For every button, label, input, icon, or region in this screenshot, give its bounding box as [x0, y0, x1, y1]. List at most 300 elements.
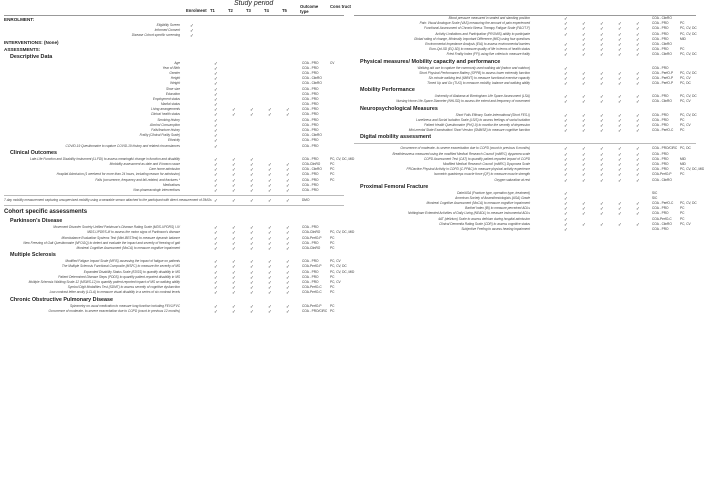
check-icon: ✓ [618, 117, 622, 123]
check-icon: ✓ [232, 167, 236, 173]
outcome-type: COA - PRO [652, 156, 669, 161]
check-icon: ✓ [564, 161, 568, 167]
column-header: Enrolment [186, 8, 207, 13]
check-icon: ✓ [582, 161, 586, 167]
check-icon: ✓ [636, 41, 640, 47]
check-icon: ✓ [214, 225, 218, 231]
check-icon: ✓ [582, 151, 586, 157]
row-label: Microbalance Evaluation Systems Test (Mini-BESTest) to measure dynamic balance [61, 235, 180, 240]
check-icon: ✓ [618, 123, 622, 128]
row-label: Modified Fatigue Impact Scale (MFIS) assessing the impact of fatigue on patients [65, 259, 180, 264]
check-icon: ✓ [268, 225, 272, 231]
check-icon: ✓ [232, 269, 236, 275]
check-icon: ✓ [232, 172, 236, 178]
construct: PC, CV, DC [330, 264, 347, 269]
table-row [4, 198, 344, 203]
construct: PC, CV, DC [680, 94, 697, 99]
outcome-type: COA - ClinRO [652, 99, 672, 104]
check-icon: ✓ [214, 117, 218, 123]
check-icon: ✓ [214, 81, 218, 87]
check-icon: ✓ [600, 36, 604, 42]
check-icon: ✓ [214, 290, 218, 296]
check-icon: ✓ [232, 187, 236, 193]
row-label: Clinical Dementia Rating Scale (CDR) to assess cognitive status [439, 221, 530, 226]
row-label: PROactive Physical Activity in COPD (C-PPAC) to measure physical activity experience [406, 167, 530, 172]
row-label: Hospital Admission (1 weekend for more than 24 hours, including reason for admission) [56, 172, 180, 177]
outcome-type: COA - PRO [302, 86, 319, 91]
outcome-type: COA-PerfO-C [302, 285, 322, 290]
check-icon: ✓ [582, 221, 586, 227]
outcome-type: COA - PRO [652, 112, 669, 117]
construct: PC [330, 235, 335, 240]
check-icon: ✓ [268, 264, 272, 270]
check-icon: ✓ [250, 235, 254, 241]
row-label: Eligibility Screen [156, 23, 180, 27]
check-icon: ✓ [214, 230, 218, 236]
outcome-type: COA - PRO [302, 177, 319, 182]
outcome-type: COA-PerfO-C [652, 216, 672, 221]
construct: PC [330, 285, 335, 290]
check-icon: ✓ [232, 308, 236, 314]
outcome-type: COA - PRO [652, 151, 669, 156]
construct: PC, CV, DC, MID [330, 156, 355, 161]
check-icon: ✓ [636, 177, 640, 183]
check-icon: ✓ [636, 47, 640, 53]
row-label: Patient Health Questionnaire (PHQ-9) to monitor the severity of depression [424, 123, 530, 127]
row-label: Short Physical Performance Battery (SPPB) to assess lower extremity function [419, 70, 530, 75]
row-label: Late-Life Function and Disability Instrument (LLFDI) to assess meaningful change in function and disability [30, 156, 180, 161]
outcome-type: COA - PRO [652, 26, 669, 31]
row-label: Age [174, 60, 180, 65]
check-icon: ✓ [636, 99, 640, 105]
check-icon: ✓ [286, 230, 290, 236]
check-icon: ✓ [268, 259, 272, 265]
outcome-type: COA-PerfO-P [302, 303, 322, 308]
check-icon: ✓ [214, 122, 218, 128]
check-icon: ✓ [600, 128, 604, 134]
section-heading: Descriptive Data [10, 53, 53, 60]
outcome-type: COA - PRO [652, 123, 669, 127]
check-icon: ✓ [214, 107, 218, 113]
row-label: Low-contrast letter acuity (LCLA) to measure visual disability in a series of six contrast levels [49, 290, 180, 295]
check-icon: ✓ [250, 259, 254, 265]
row-label: Weight [170, 81, 180, 86]
check-icon: ✓ [268, 182, 272, 188]
check-icon: ✓ [564, 31, 568, 37]
section-heading: Proximal Femoral Fracture [360, 183, 429, 190]
check-icon: ✓ [618, 146, 622, 152]
check-icon: ✓ [250, 112, 254, 118]
outcome-type: COA - PRO [652, 94, 669, 99]
outcome-type: COA - ClinRO [302, 76, 322, 81]
construct: PC [330, 161, 335, 166]
row-label: Activity Limitations and Participation (PROMIS) ability to participate [435, 31, 530, 36]
check-icon: ✓ [232, 246, 236, 251]
check-icon: ✓ [618, 201, 622, 207]
check-icon: ✓ [582, 81, 586, 87]
section-heading: ASSESSMENTS: [4, 46, 41, 52]
outcome-type: COA - PRO [652, 211, 669, 216]
outcome-type: COA - PRO [302, 112, 319, 117]
row-label: Date/ASA (Fracture type, operation type, treatment) [457, 190, 530, 195]
outcome-type: COA - PRO [302, 91, 319, 96]
check-icon: ✓ [214, 235, 218, 241]
check-icon: ✓ [564, 172, 568, 178]
check-icon: ✓ [618, 151, 622, 157]
section-heading: Multiple Sclerosis [10, 252, 56, 259]
outcome-type: COA-ClinRO [302, 230, 321, 235]
check-icon: ✓ [600, 99, 604, 105]
row-label: Disease Cohort specific screening [131, 33, 180, 38]
check-icon: ✓ [582, 146, 586, 152]
row-label: Timed Up and Go (TUG) to measure mobility, balance and walking ability [427, 81, 530, 86]
row-label: Global rating of change, Minimally Important Difference (MID) using four questions [413, 36, 530, 41]
check-icon: ✓ [600, 201, 604, 207]
check-icon: ✓ [564, 146, 568, 152]
check-icon: ✓ [268, 303, 272, 309]
check-icon: ✓ [636, 21, 640, 27]
row-label: Short Falls Efficacy Scale-International (Short FES-I) [455, 112, 530, 117]
outcome-type: COA - PRO [302, 70, 319, 75]
check-icon: ✓ [636, 52, 640, 58]
outcome-type: SIC [652, 190, 658, 195]
check-icon: ✓ [214, 143, 218, 149]
check-icon: ✓ [250, 308, 254, 314]
outcome-type: COA - PRO [652, 167, 669, 172]
construct: PC, CV, DC, MID [680, 167, 704, 172]
outcome-type: COA - PRO [652, 206, 669, 211]
construct: PC [330, 303, 335, 308]
row-label: Montreal Cognitive Assessment (MoCA) to measure cognitive impairment [76, 246, 180, 250]
check-icon: ✓ [582, 75, 586, 81]
section-heading: INTERVENTIONS: (None) [4, 39, 59, 45]
check-icon: ✓ [214, 308, 218, 314]
check-icon: ✓ [582, 156, 586, 162]
check-icon: ✓ [268, 290, 272, 296]
outcome-type: COA - PRO [302, 65, 319, 70]
check-icon: ✓ [618, 206, 622, 212]
check-icon: ✓ [582, 172, 586, 178]
outcome-type: COA - PRO [302, 138, 319, 143]
left-table [4, 0, 355, 314]
row-label: COVID-19 Questionnaire to capture COVID-19 history and related circumstances [65, 143, 180, 148]
check-icon: ✓ [214, 76, 218, 82]
row-label: New Freezing of Gait Questionnaire (NFOGQ) to detect and evaluate the impact and severity of freezing of gait [23, 240, 180, 245]
check-icon: ✓ [636, 167, 640, 173]
check-icon: ✓ [268, 235, 272, 241]
construct: PC, CV, DC [680, 201, 697, 206]
check-icon: ✓ [600, 52, 604, 58]
section-heading: Neuropsychological Measures [360, 105, 438, 112]
check-icon: ✓ [600, 41, 604, 47]
check-icon: ✓ [582, 94, 586, 100]
construct: PC [330, 240, 335, 245]
check-icon: ✓ [582, 21, 586, 27]
check-icon: ✓ [286, 264, 290, 270]
check-icon: ✓ [564, 65, 568, 71]
check-icon: ✓ [600, 172, 604, 178]
check-icon: ✓ [286, 198, 290, 204]
check-icon: ✓ [286, 308, 290, 314]
check-icon: ✓ [214, 246, 218, 251]
outcome-type: COA - PRO [652, 21, 669, 26]
check-icon: ✓ [582, 201, 586, 207]
outcome-type: COA-PerfO-P [302, 264, 322, 269]
column-header: T1 [210, 8, 215, 13]
row-label: Spirometry on usual medication to measure lung function including FEV1/FVC [69, 303, 180, 308]
check-icon: ✓ [600, 156, 604, 162]
row-label: University of Alabama at Birmingham Life Space Assessment (LSA) [434, 94, 530, 99]
check-icon: ✓ [636, 31, 640, 37]
outcome-type: COA - PRO [302, 96, 319, 101]
column-header: T4 [264, 8, 269, 13]
outcome-type: COA-PerfO-C [302, 290, 322, 295]
check-icon: ✓ [582, 26, 586, 32]
divider [354, 143, 696, 144]
construct: PC [680, 21, 685, 26]
check-icon: ✓ [564, 221, 568, 227]
construct: PC, CV, DC, MID [330, 230, 355, 235]
check-icon: ✓ [286, 235, 290, 241]
outcome-type: COA - PRO [302, 122, 319, 127]
check-icon: ✓ [636, 211, 640, 217]
check-icon: ✓ [214, 269, 218, 275]
row-label: 7-day mobility measurement capturing unsupervised mobility using a wearable sensor attached to the participant with direct measurement of DMOs [4, 198, 212, 203]
construct: PC, CV [680, 99, 691, 104]
check-icon: ✓ [618, 221, 622, 227]
check-icon: ✓ [214, 102, 218, 108]
row-label: Blood pressure measured in seated and standing position [448, 16, 530, 20]
check-icon: ✓ [232, 274, 236, 280]
outcome-type: COA - PRO [652, 161, 669, 166]
check-icon: ✓ [232, 182, 236, 188]
check-icon: ✓ [250, 198, 254, 204]
check-icon: ✓ [232, 225, 236, 231]
check-icon: ✓ [214, 128, 218, 133]
row-label: Movement Disorder Society Unified Parkinson's Disease Rating Scale (MDS-UPDRS) I-IV [53, 225, 180, 230]
outcome-type: COA - PerfO-P [652, 81, 674, 86]
check-icon: ✓ [250, 274, 254, 280]
check-icon: ✓ [636, 36, 640, 42]
construct: PC [680, 117, 685, 122]
check-icon: ✓ [582, 52, 586, 58]
check-icon: ✓ [232, 230, 236, 236]
check-icon: ✓ [250, 285, 254, 291]
check-icon: ✓ [250, 167, 254, 173]
check-icon: ✓ [268, 230, 272, 236]
check-icon: ✓ [564, 227, 568, 232]
row-label: Falls/fracture history [151, 128, 180, 132]
outcome-type: COA - PRO [302, 102, 319, 107]
construct: PC, CV, DC [680, 26, 697, 31]
outcome-type: COA - PRO [302, 274, 319, 279]
check-icon: ✓ [582, 206, 586, 212]
table-row [354, 81, 696, 86]
check-icon: ✓ [268, 285, 272, 291]
row-label: 4AT (delirium) Scale to assess delirium during hospital admission [438, 216, 530, 221]
construct: PC [330, 290, 335, 295]
check-icon: ✓ [618, 47, 622, 53]
check-icon: ✓ [286, 161, 290, 167]
table-row [354, 99, 696, 104]
check-icon: ✓ [232, 156, 236, 162]
check-icon: ✓ [618, 41, 622, 47]
construct: PC, DC [680, 81, 691, 86]
check-icon: ✓ [250, 107, 254, 113]
check-icon: ✓ [286, 167, 290, 173]
construct: CV [330, 60, 335, 65]
row-label: Frailty (Clinical Frailty Scale) [139, 133, 180, 138]
check-icon: ✓ [636, 206, 640, 212]
check-icon: ✓ [564, 75, 568, 81]
outcome-type: COA - PRO [302, 279, 319, 284]
check-icon: ✓ [214, 303, 218, 309]
row-label: Symbol Digit Modalities Test (SDMT) to assess severity of cognitive dysfunction [67, 285, 180, 290]
check-icon: ✓ [250, 187, 254, 193]
check-icon: ✓ [214, 274, 218, 280]
check-icon: ✓ [600, 161, 604, 167]
outcome-type: COA - PRO [302, 156, 319, 161]
check-icon: ✓ [250, 225, 254, 231]
check-icon: ✓ [600, 112, 604, 118]
check-icon: ✓ [214, 112, 218, 118]
check-icon: ✓ [564, 117, 568, 123]
row-label: Ethnicity [167, 138, 180, 143]
check-icon: ✓ [268, 167, 272, 173]
row-label: Informed Consent [154, 28, 180, 33]
row-label: Nursing Home Life-Space Diameter (NHLSD) to assess the extent and frequency of movement [396, 99, 530, 104]
column-header: T5 [282, 8, 287, 13]
check-icon: ✓ [618, 70, 622, 76]
outcome-type: COA - ClinRO [652, 177, 672, 182]
check-icon: ✓ [636, 221, 640, 227]
outcome-type: COA - PerfO-C [652, 128, 674, 133]
outcome-type: COA - PRO [302, 187, 319, 192]
outcome-type: COA - PRO [652, 47, 669, 52]
check-icon: ✓ [582, 123, 586, 128]
check-icon: ✓ [636, 161, 640, 167]
construct: PC [680, 211, 685, 216]
check-icon: ✓ [564, 47, 568, 53]
section-heading: Digital mobility assessment [360, 134, 431, 141]
check-icon: ✓ [600, 151, 604, 157]
construct: PC, CV [680, 221, 691, 226]
check-icon: ✓ [600, 117, 604, 123]
table-header [354, 0, 696, 16]
check-icon: ✓ [618, 156, 622, 162]
check-icon: ✓ [618, 211, 622, 217]
outcome-type: COA - PRO [302, 269, 319, 274]
check-icon: ✓ [214, 133, 218, 139]
table-row [4, 33, 344, 38]
row-label: Smoking history [157, 117, 180, 122]
check-icon: ✓ [600, 177, 604, 183]
construct: PC [330, 246, 335, 250]
outcome-type: COA - PRO [652, 227, 669, 231]
check-icon: ✓ [190, 23, 194, 28]
check-icon: ✓ [214, 91, 218, 97]
check-icon: ✓ [250, 177, 254, 183]
row-label: Pain: Visual Analogue Scale (VAS) measuring the amount of pain experienced [419, 21, 530, 26]
construct: PC, DC [680, 146, 691, 151]
construct: PC, CV, DC [680, 70, 697, 75]
check-icon: ✓ [232, 107, 236, 113]
outcome-type: COA - PRO [302, 259, 319, 264]
row-label: Six minute walking test (6MWT) to measure functional exercise capacity [428, 75, 530, 80]
column-header: T3 [246, 8, 251, 13]
check-icon: ✓ [232, 240, 236, 246]
construct: PC [330, 172, 335, 177]
check-icon: ✓ [600, 31, 604, 37]
check-icon: ✓ [582, 112, 586, 118]
right-table [354, 0, 704, 232]
outcome-type: COA - PRO [302, 240, 319, 245]
outcome-type: COA - PerfO-P [652, 75, 674, 80]
table-header [4, 0, 351, 16]
outcome-type: COA - PRO [302, 225, 319, 230]
check-icon: ✓ [564, 190, 568, 196]
check-icon: ✓ [232, 161, 236, 167]
check-icon: ✓ [600, 211, 604, 217]
row-label: Falls (occurrence, frequency and fall-related, and fractures * [95, 177, 180, 182]
check-icon: ✓ [268, 198, 272, 204]
check-icon: ✓ [214, 198, 218, 204]
outcome-type: COA - ClinRO [652, 16, 672, 20]
row-label: American Society of Anaesthesiologists (ASA) Grade [455, 195, 530, 200]
check-icon: ✓ [250, 161, 254, 167]
check-icon: ✓ [268, 177, 272, 183]
check-icon: ✓ [268, 112, 272, 118]
check-icon: ✓ [618, 21, 622, 27]
check-icon: ✓ [618, 177, 622, 183]
check-icon: ✓ [268, 161, 272, 167]
check-icon: ✓ [268, 246, 272, 251]
row-label: Breathlessness measured using the modified Medical Research Council (mMRC) dyspnoea scale [392, 151, 530, 156]
check-icon: ✓ [286, 259, 290, 265]
row-label: Expanded Disability Status Scale (EDSS) to quantify disability in MS [83, 269, 180, 274]
outcome-type: COA - PerfO-C [652, 201, 674, 206]
check-icon: ✓ [600, 81, 604, 87]
check-icon: ✓ [214, 264, 218, 270]
check-icon: ✓ [268, 187, 272, 193]
row-label: Care home admission [148, 167, 180, 172]
outcome-type: COA - PRO [302, 182, 319, 187]
check-icon: ✓ [600, 47, 604, 53]
check-icon: ✓ [582, 117, 586, 123]
check-icon: ✓ [214, 259, 218, 265]
check-icon: ✓ [564, 26, 568, 32]
check-icon: ✓ [268, 240, 272, 246]
check-icon: ✓ [564, 112, 568, 118]
check-icon: ✓ [214, 240, 218, 246]
construct: PC [330, 274, 335, 279]
check-icon: ✓ [636, 172, 640, 178]
row-label: Barthel Index (BI) to measure perceived ADLs [465, 206, 530, 211]
check-icon: ✓ [636, 94, 640, 100]
construct: PC, CV [680, 75, 691, 80]
outcome-type: COA - ClinRO [652, 52, 672, 57]
check-icon: ✓ [636, 128, 640, 134]
check-icon: ✓ [618, 172, 622, 178]
row-label: Montreal Cognitive Assessment (MoCA) to measure cognitive impairment [426, 201, 530, 206]
table-row [354, 227, 696, 232]
row-label: Shoe size [166, 86, 180, 91]
check-icon: ✓ [232, 177, 236, 183]
check-icon: ✓ [286, 246, 290, 251]
check-icon: ✓ [618, 99, 622, 105]
check-icon: ✓ [232, 285, 236, 291]
check-icon: ✓ [232, 290, 236, 296]
